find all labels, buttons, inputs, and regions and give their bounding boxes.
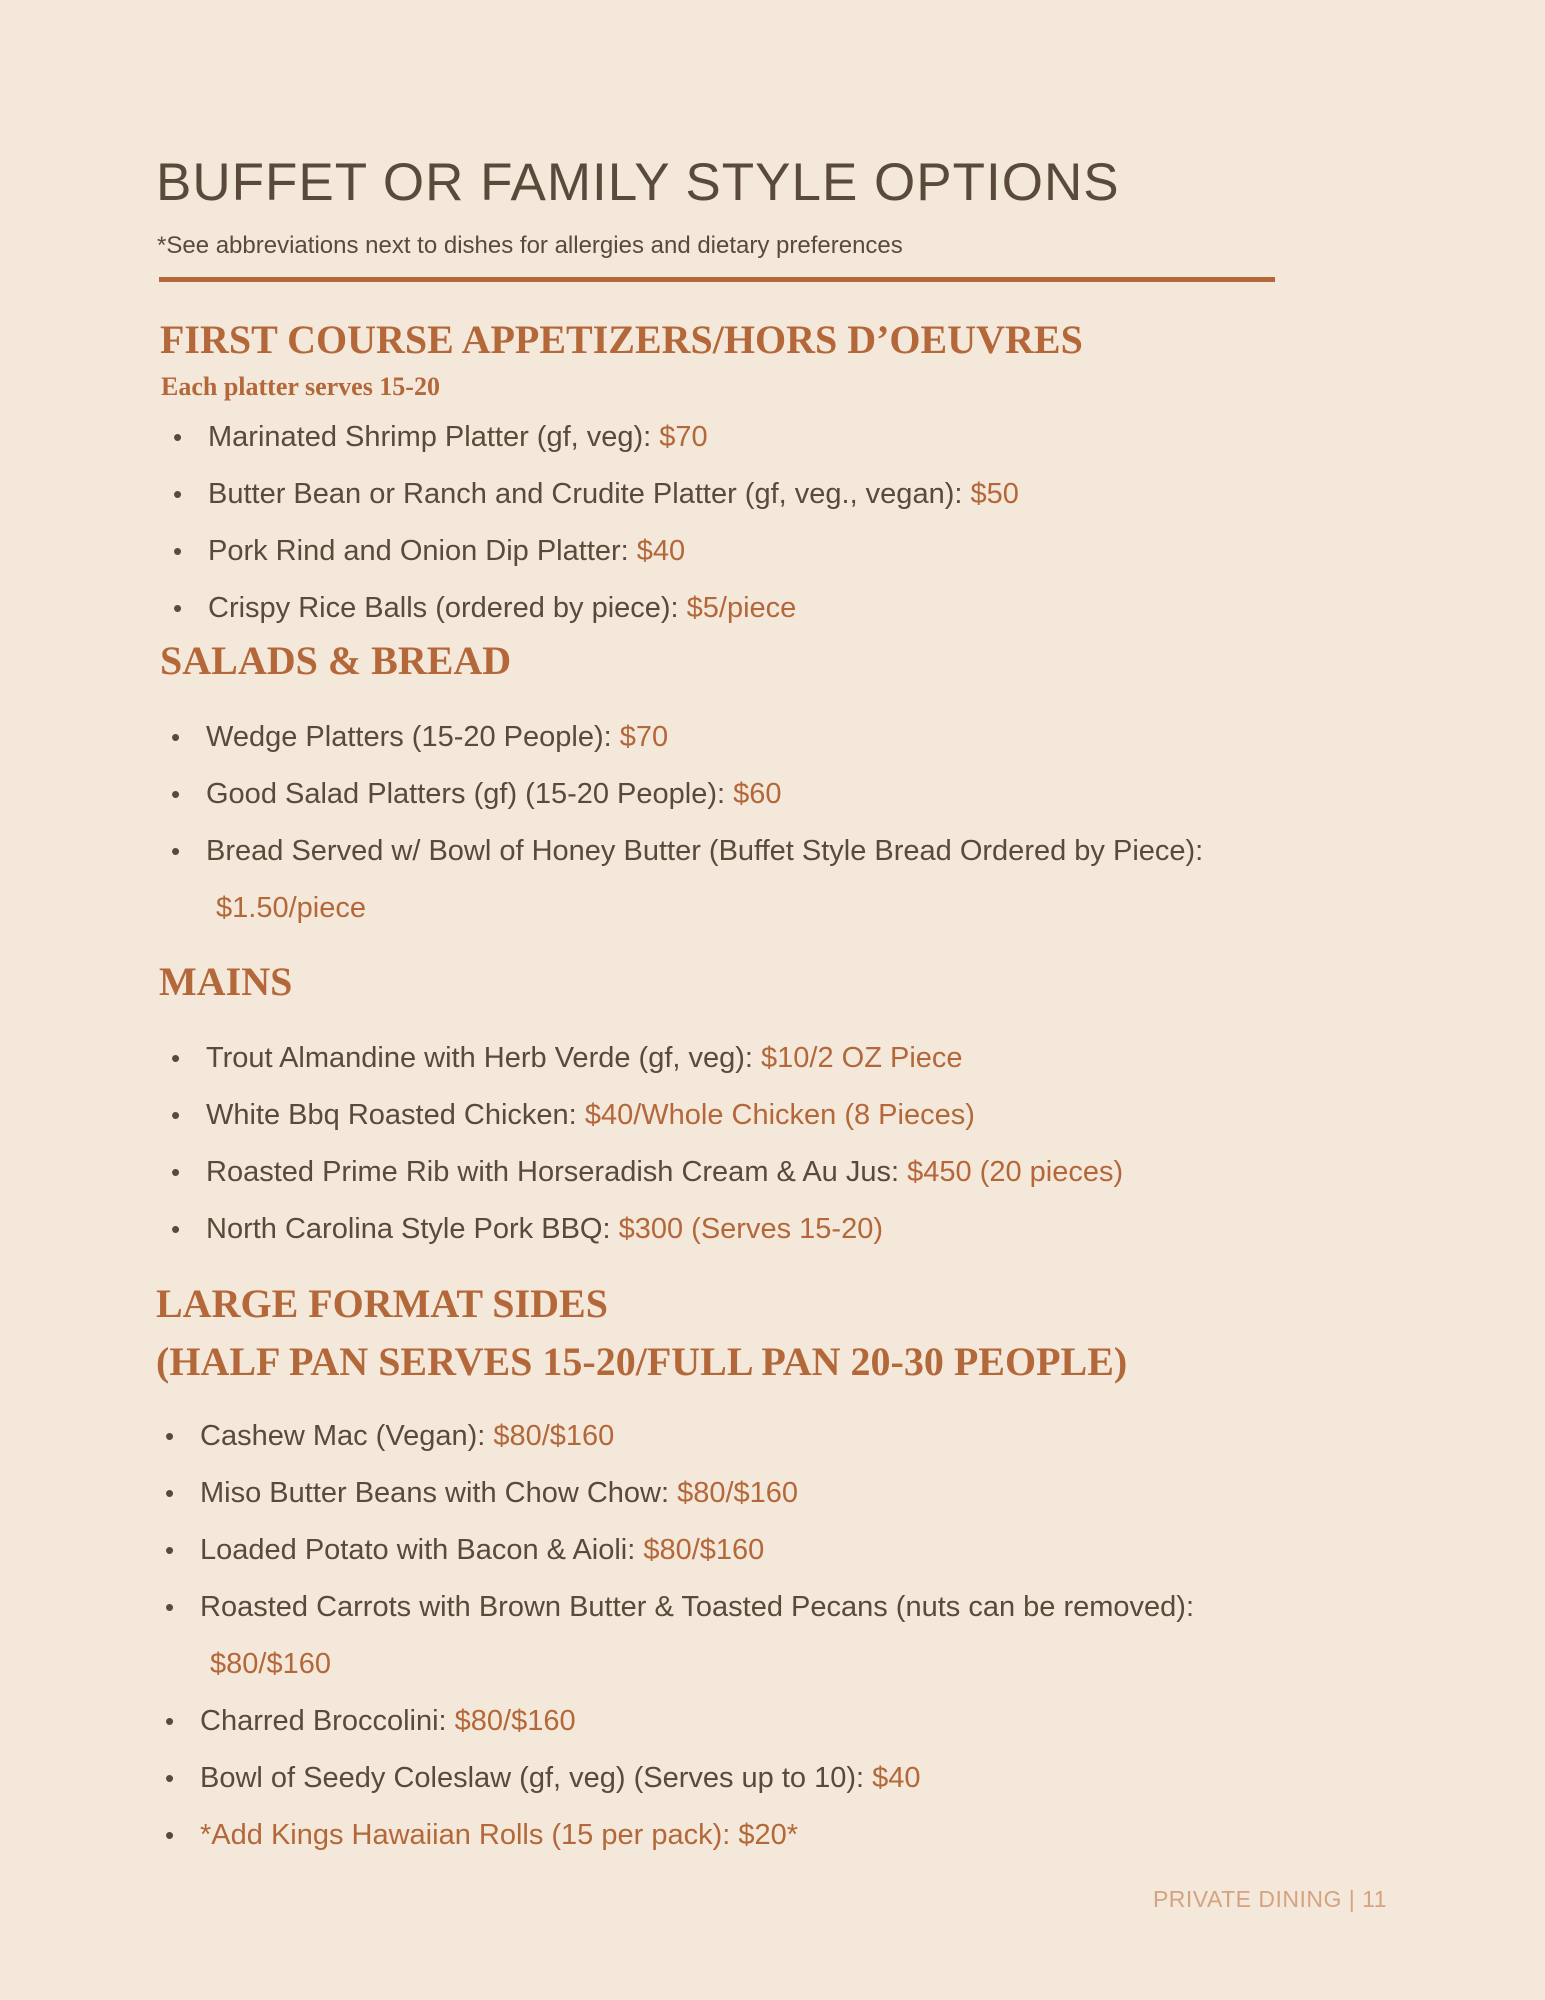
item-name: Trout Almandine with Herb Verde (gf, veg): <box>206 1042 762 1074</box>
menu-item <box>171 1144 1124 1201</box>
item-name: Loaded Potato with Bacon & Aioli: <box>200 1534 644 1566</box>
item-price: $40 <box>636 535 686 567</box>
bullet-icon: • <box>165 1478 175 1508</box>
item-name: Bowl of Seedy Coleslaw (gf, veg) (Serves up to 10): <box>200 1762 873 1794</box>
item-price: $40/Whole Chicken (8 Pieces) <box>584 1099 975 1131</box>
menu-item <box>171 1030 1123 1087</box>
item-name: Marinated Shrimp Platter (gf, veg): <box>208 421 660 453</box>
bullet-icon: • <box>173 536 183 566</box>
item-name: Cashew Mac (Vegan): <box>200 1420 494 1452</box>
bullet-icon: • <box>165 1535 175 1565</box>
item-name: Roasted Prime Rib with Horseradish Cream & Au Jus: <box>206 1156 908 1188</box>
bullet-icon: • <box>171 779 181 809</box>
menu-item <box>171 766 1203 823</box>
bullet-icon: • <box>171 1100 181 1130</box>
salads-list <box>171 709 1204 937</box>
menu-item <box>171 823 1204 937</box>
item-name: Miso Butter Beans with Chow Chow: <box>200 1477 678 1509</box>
bullet-icon: • <box>171 1214 181 1244</box>
bullet-icon: • <box>173 422 183 452</box>
menu-item <box>171 709 1203 766</box>
item-price: $300 (Serves 15-20) <box>618 1213 883 1245</box>
item-price: $10/2 OZ Piece <box>761 1042 963 1074</box>
menu-item <box>165 1750 1194 1807</box>
menu-item <box>165 1465 1194 1522</box>
page-subtitle: *See abbreviations next to dishes for allergies and dietary preferences <box>157 232 903 259</box>
bullet-icon: • <box>165 1421 175 1451</box>
bullet-icon: • <box>165 1763 175 1793</box>
item-name: Good Salad Platters (gf) (15-20 People): <box>206 778 734 810</box>
bullet-icon: • <box>171 836 181 866</box>
bullet-icon: • <box>165 1592 175 1622</box>
item-price: $80/$160 <box>210 1648 331 1680</box>
bullet-icon: • <box>173 479 183 509</box>
bullet-icon: • <box>171 722 181 752</box>
appetizers-subheading: Each platter serves 15-20 <box>161 372 440 401</box>
appetizers-heading: FIRST COURSE APPETIZERS/HORS D’OEUVRES <box>160 317 1083 362</box>
item-price: $70 <box>619 721 669 753</box>
menu-item <box>165 1522 1194 1579</box>
menu-item <box>173 523 1019 580</box>
menu-item <box>165 1693 1194 1750</box>
item-price: $60 <box>733 778 782 810</box>
menu-item <box>171 1201 1123 1258</box>
menu-item <box>173 466 1019 523</box>
bullet-icon: • <box>173 593 183 623</box>
item-name: Butter Bean or Ranch and Crudite Platter (gf, veg., vegan): <box>208 478 971 510</box>
appetizers-list <box>173 409 1019 637</box>
item-name: Roasted Carrots with Brown Butter & Toasted Pecans (nuts can be removed): <box>200 1591 1195 1623</box>
item-price: $70 <box>659 421 708 453</box>
item-name: *Add Kings Hawaiian Rolls (15 per pack): $20* <box>200 1819 799 1851</box>
item-price: $80/$160 <box>493 1420 615 1452</box>
mains-heading: MAINS <box>159 959 293 1004</box>
menu-item <box>173 409 1019 466</box>
item-name: Pork Rind and Onion Dip Platter: <box>208 535 637 567</box>
item-price: $1.50/piece <box>216 892 366 924</box>
sides-heading: LARGE FORMAT SIDES <box>156 1281 608 1326</box>
item-name: White Bbq Roasted Chicken: <box>206 1099 585 1131</box>
item-name: Crispy Rice Balls (ordered by piece): <box>208 592 687 624</box>
item-price: $80/$160 <box>454 1705 576 1737</box>
mains-list <box>171 1030 1124 1258</box>
menu-item-add-on <box>165 1807 1194 1864</box>
bullet-icon: • <box>171 1157 181 1187</box>
page-footer: PRIVATE DINING | 11 <box>1152 1886 1387 1912</box>
page-title: BUFFET OR FAMILY STYLE OPTIONS <box>156 153 1120 212</box>
sides-heading-note: (HALF PAN SERVES 15-20/FULL PAN 20-30 PEOPLE) <box>156 1339 1128 1384</box>
menu-item <box>173 580 1019 637</box>
item-name: Wedge Platters (15-20 People): <box>206 721 620 753</box>
item-name: Bread Served w/ Bowl of Honey Butter (Buffet Style Bread Ordered by Piece): <box>206 835 1204 867</box>
bullet-icon: • <box>165 1820 175 1850</box>
bullet-icon: • <box>165 1706 175 1736</box>
item-price: $80/$160 <box>643 1534 765 1566</box>
item-name: North Carolina Style Pork BBQ: <box>206 1213 619 1245</box>
sides-list <box>165 1408 1195 1864</box>
item-name: Charred Broccolini: <box>200 1705 455 1737</box>
item-price: $50 <box>970 478 1019 510</box>
menu-item <box>165 1579 1195 1693</box>
menu-item <box>165 1408 1194 1465</box>
salads-heading: SALADS & BREAD <box>160 638 512 683</box>
item-price: $450 (20 pieces) <box>907 1156 1124 1188</box>
title-divider <box>159 277 1275 282</box>
item-price: $80/$160 <box>677 1477 799 1509</box>
bullet-icon: • <box>171 1043 181 1073</box>
item-price: $40 <box>872 1762 921 1794</box>
menu-item <box>171 1087 1123 1144</box>
item-price: $5/piece <box>686 592 797 624</box>
